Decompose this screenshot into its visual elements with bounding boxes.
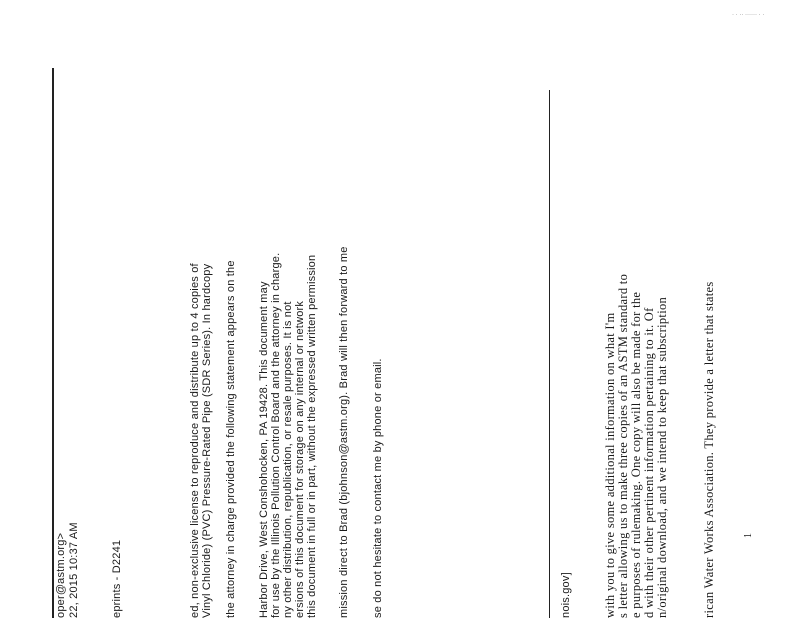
email-from: oper@astm.org> [55, 532, 67, 618]
copyright-line-4: ersions of this document for storage on any internal or network [294, 300, 306, 618]
permission-line: mission direct to Brad (bjohnson@astm.org). Brad will then forward to me [338, 246, 350, 618]
license-line-2: Vinyl Chloride) (PVC) Pressure-Rated Pipe (SDR Series). In hardcopy [201, 263, 213, 618]
copyright-line-1: Harbor Drive, West Conshohocken, PA 19428. This document may [258, 281, 270, 618]
copyright-line-2: for use by the Illinois Pollution Control Board and the attorney in charge. [270, 252, 282, 618]
copyright-line-5: this document in full or in part, without the expressed written permission [306, 254, 318, 618]
contact-line: se do not hesitate to contact me by phone or email. [372, 358, 384, 618]
letter-line-1: with you to give some additional information on what I'm [603, 312, 617, 618]
license-line-1: ed, non-exclusive license to reproduce and distribute up to 4 copies of [189, 263, 201, 618]
page-number: 1 [743, 532, 754, 538]
letter-line-6: rican Water Works Association. They provide a letter that states [702, 281, 716, 618]
recipient-email: nois.gov] [560, 572, 572, 618]
email-divider [549, 90, 550, 618]
letter-line-2: s letter allowing us to make three copies of an ASTM standard to [616, 273, 630, 618]
letter-line-3: e purposes of rulemaking. One copy will also be made for the [629, 291, 643, 618]
letter-line-5: n/original download, and we intend to keep that subscription [655, 296, 669, 618]
header-divider [52, 68, 54, 618]
email-sent-date: 22, 2015 10:37 AM [68, 522, 80, 618]
statement-line: the attorney in charge provided the following statement appears on the [225, 260, 237, 618]
scan-marks: · · ·· ······ · · [732, 12, 765, 18]
letter-line-4: d with their other pertinent information pertaining to it. Of [642, 307, 656, 618]
email-subject: eprints - D2241 [111, 539, 123, 618]
copyright-line-3: ny other distribution, republication, or resale purposes. It is not [282, 301, 294, 618]
